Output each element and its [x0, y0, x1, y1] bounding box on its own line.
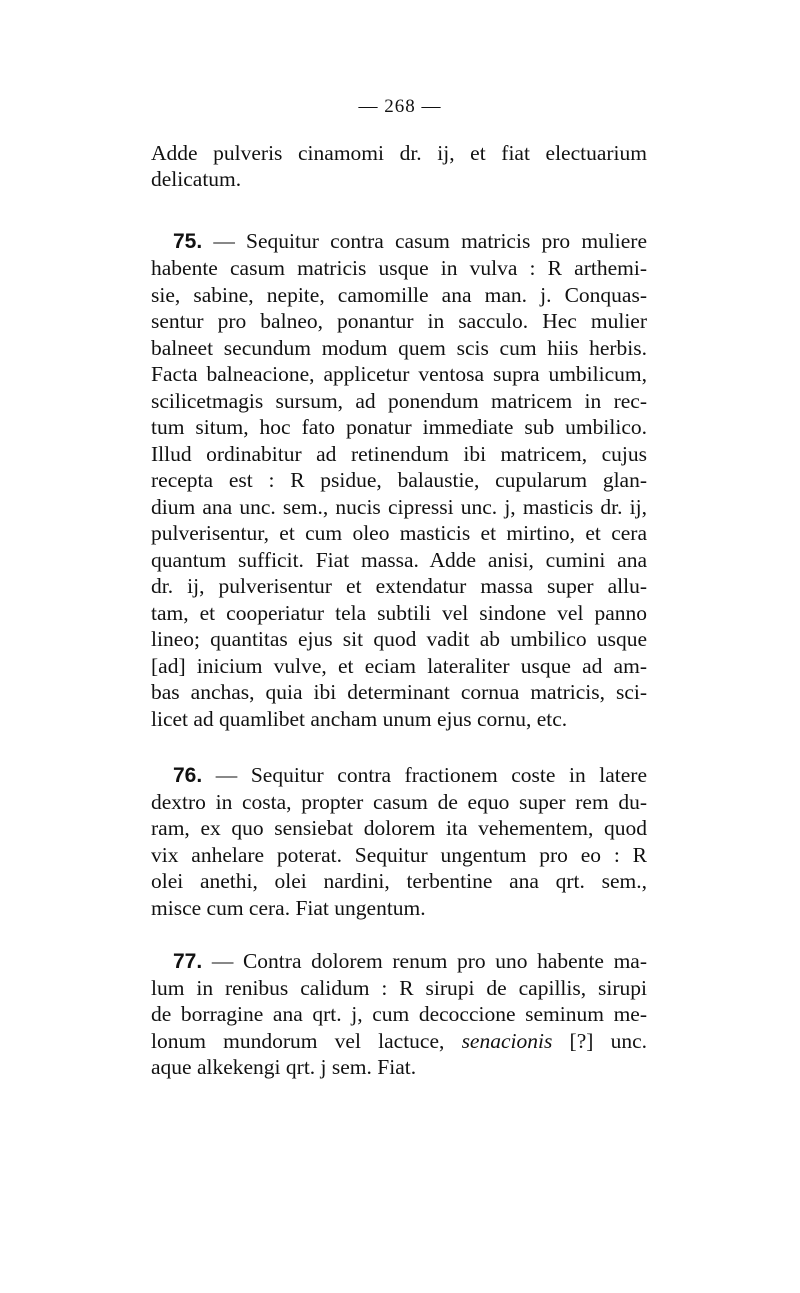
- paragraph-75-first-line: [151, 228, 647, 255]
- text-line: bas anchas, quia ibi determinant cornua matricis, sci-: [151, 680, 647, 704]
- paragraph-number-76: 76.: [173, 764, 203, 787]
- text-line: habente casum matricis usque in vulva : R arthemi-: [151, 256, 647, 280]
- text-line: sentur pro balneo, ponantur in sacculo. Hec mulier: [151, 309, 647, 333]
- text-line: [ad] inicium vulve, et eciam lateraliter usque ad am-: [151, 654, 647, 678]
- text-span: lonum mundorum vel lactuce,: [151, 1029, 445, 1053]
- text-line: tam, et cooperiatur tela subtili vel sindone vel panno: [151, 601, 647, 625]
- text-line: dium ana unc. sem., nucis cipressi unc. j, masticis dr. ij,: [151, 495, 647, 519]
- page-number: — 268 —: [358, 96, 442, 117]
- text-span: — Sequitur contra casum matricis pro muliere: [213, 229, 647, 253]
- text-line: balneet secundum modum quem scis cum hiis herbis.: [151, 336, 647, 360]
- text-line: quantum sufficit. Fiat massa. Adde anisi, cumini ana: [151, 548, 647, 572]
- text-line: pulverisentur, et cum oleo masticis et mirtino, et cera: [151, 521, 647, 545]
- text-line: lum in renibus calidum : R sirupi de capillis, sirupi: [151, 976, 647, 1000]
- text-line: scilicetmagis sursum, ad ponendum matricem in rec-: [151, 389, 647, 413]
- text-line: tum situm, hoc fato ponatur immediate sub umbilico.: [151, 415, 647, 439]
- text-line: misce cum cera. Fiat ungentum.: [151, 896, 426, 920]
- text-span: — Contra dolorem renum pro uno habente ma-: [211, 949, 648, 973]
- text-line-with-italic: [151, 1028, 647, 1054]
- text-line: delicatum.: [151, 167, 242, 191]
- paragraph-76-first-line: [151, 762, 647, 789]
- text-line: lineo; quantitas ejus sit quod vadit ab umbilico usque: [151, 627, 647, 651]
- text-span: — Sequitur contra fractionem coste in latere: [215, 763, 648, 787]
- text-line: dr. ij, pulverisentur et extendatur massa super allu-: [151, 574, 647, 598]
- text-line: licet ad quamlibet ancham unum ejus cornu, etc.: [151, 707, 568, 731]
- text-line: vix anhelare poterat. Sequitur ungentum pro eo : R: [151, 843, 647, 867]
- text-line: sie, sabine, nepite, camomille ana man. j. Conquas-: [151, 283, 647, 307]
- paragraph-77-first-line: [151, 948, 647, 975]
- text-line: Illud ordinabitur ad retinendum ibi matricem, cujus: [151, 442, 647, 466]
- text-line: dextro in costa, propter casum de equo super rem du-: [151, 790, 647, 814]
- text-line: Facta balneacione, applicetur ventosa supra umbilicum,: [151, 362, 647, 386]
- text-line: ram, ex quo sensiebat dolorem ita vehementem, quod: [151, 816, 647, 840]
- italic-word: senacionis: [461, 1029, 553, 1053]
- text-line: olei anethi, olei nardini, terbentine ana qrt. sem.,: [151, 869, 647, 893]
- paragraph-number-75: 75.: [173, 230, 203, 253]
- text-line: aque alkekengi qrt. j sem. Fiat.: [151, 1055, 417, 1079]
- text-line: Adde pulveris cinamomi dr. ij, et fiat electuarium: [151, 141, 647, 165]
- text-span: [?] unc.: [569, 1029, 647, 1053]
- text-line: de borragine ana qrt. j, cum decoccione seminum me-: [151, 1002, 647, 1026]
- paragraph-number-77: 77.: [173, 950, 203, 973]
- text-line: recepta est : R psidue, balaustie, cupularum glan-: [151, 468, 647, 492]
